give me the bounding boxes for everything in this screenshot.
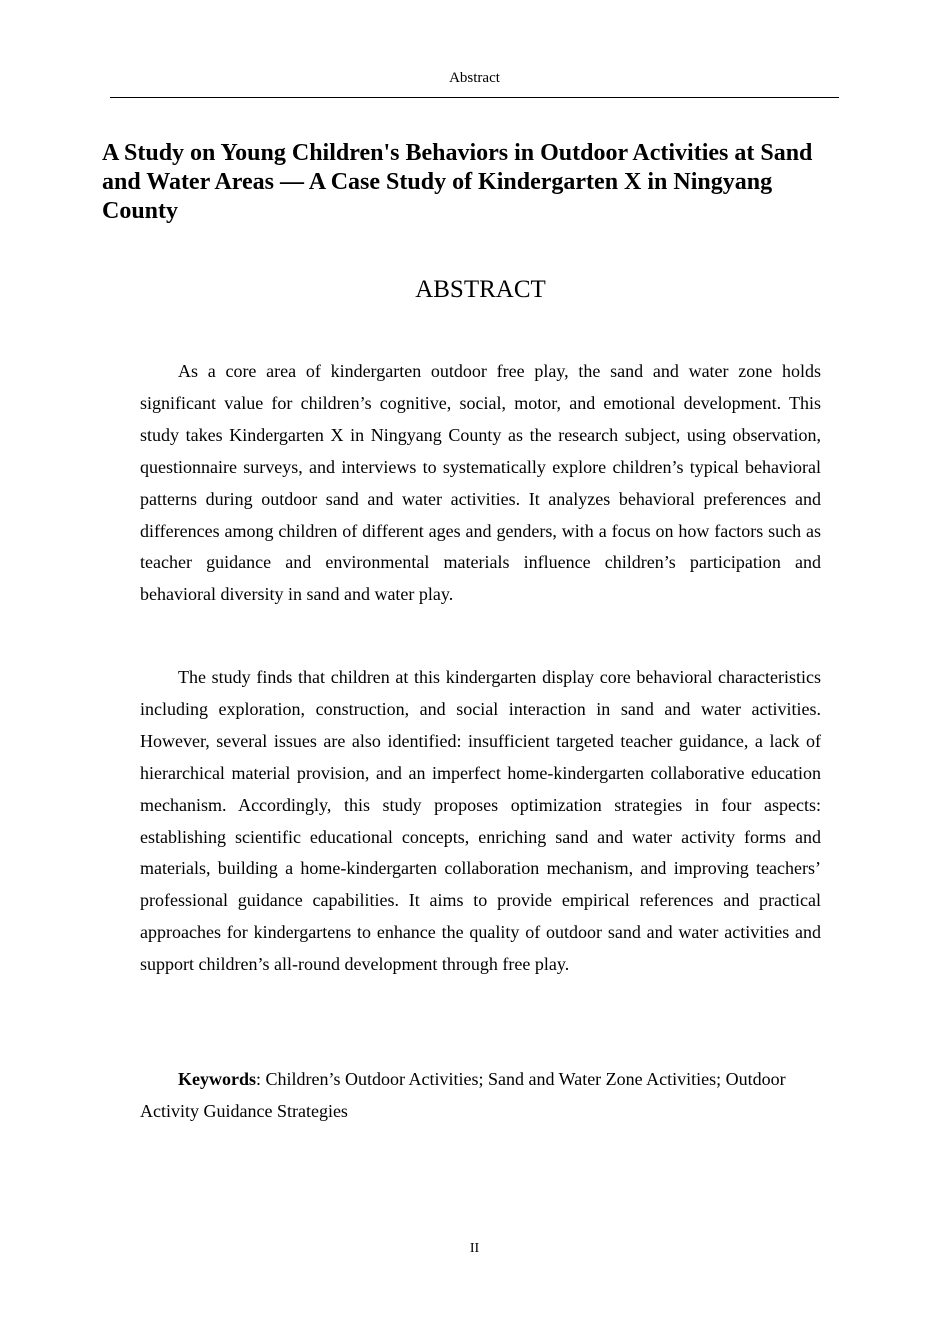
abstract-paragraph-1: As a core area of kindergarten outdoor free play, the sand and water zone holds significant value for children’s cognitive, social, motor, and emotional development. This study takes Kindergarten X in Ningyang County as the research subject, using observation, questionnaire surveys, and interviews to systematically explore children’s typical behavioral patterns during outdoor sand and water activities. It analyzes behavioral preferences and differences among children of different ages and genders, with a focus on how factors such as teacher guidance and environmental materials influence children’s participation and behavioral diversity in sand and water play. xyxy=(140,361,821,605)
paper-title: A Study on Young Children's Behaviors in Outdoor Activities at Sand and Water Areas — A Case Study of Kindergarten X in Ningyang County xyxy=(102,140,813,224)
keywords-text: : Children’s Outdoor Activities; Sand and Water Zone Activities; Outdoor Activity Guidance Strategies xyxy=(140,1069,786,1121)
page-number: II xyxy=(469,1241,480,1256)
abstract-paragraph-2: The study finds that children at this kindergarten display core behavioral characteristics including exploration, construction, and social interaction in sand and water activities. However, several issues are also identified: insufficient targeted teacher guidance, a lack of hierarchical material provision, and an imperfect home-kindergarten collaborative education mechanism. Accordingly, this study proposes optimization strategies in four aspects: establishing scientific educational concepts, enriching sand and water activity forms and materials, building a home-kindergarten collaboration mechanism, and improving teachers’ professional guidance capabilities. It aims to provide empirical references and practical approaches for kindergartens to enhance the quality of outdoor sand and water activities and support children’s all-round development through free play. xyxy=(140,667,821,975)
keywords-label: Keywords xyxy=(178,1069,256,1089)
keywords-line xyxy=(140,1064,821,1128)
running-header: Abstract xyxy=(449,70,500,86)
header-divider xyxy=(110,97,839,98)
abstract-heading: ABSTRACT xyxy=(415,276,546,303)
